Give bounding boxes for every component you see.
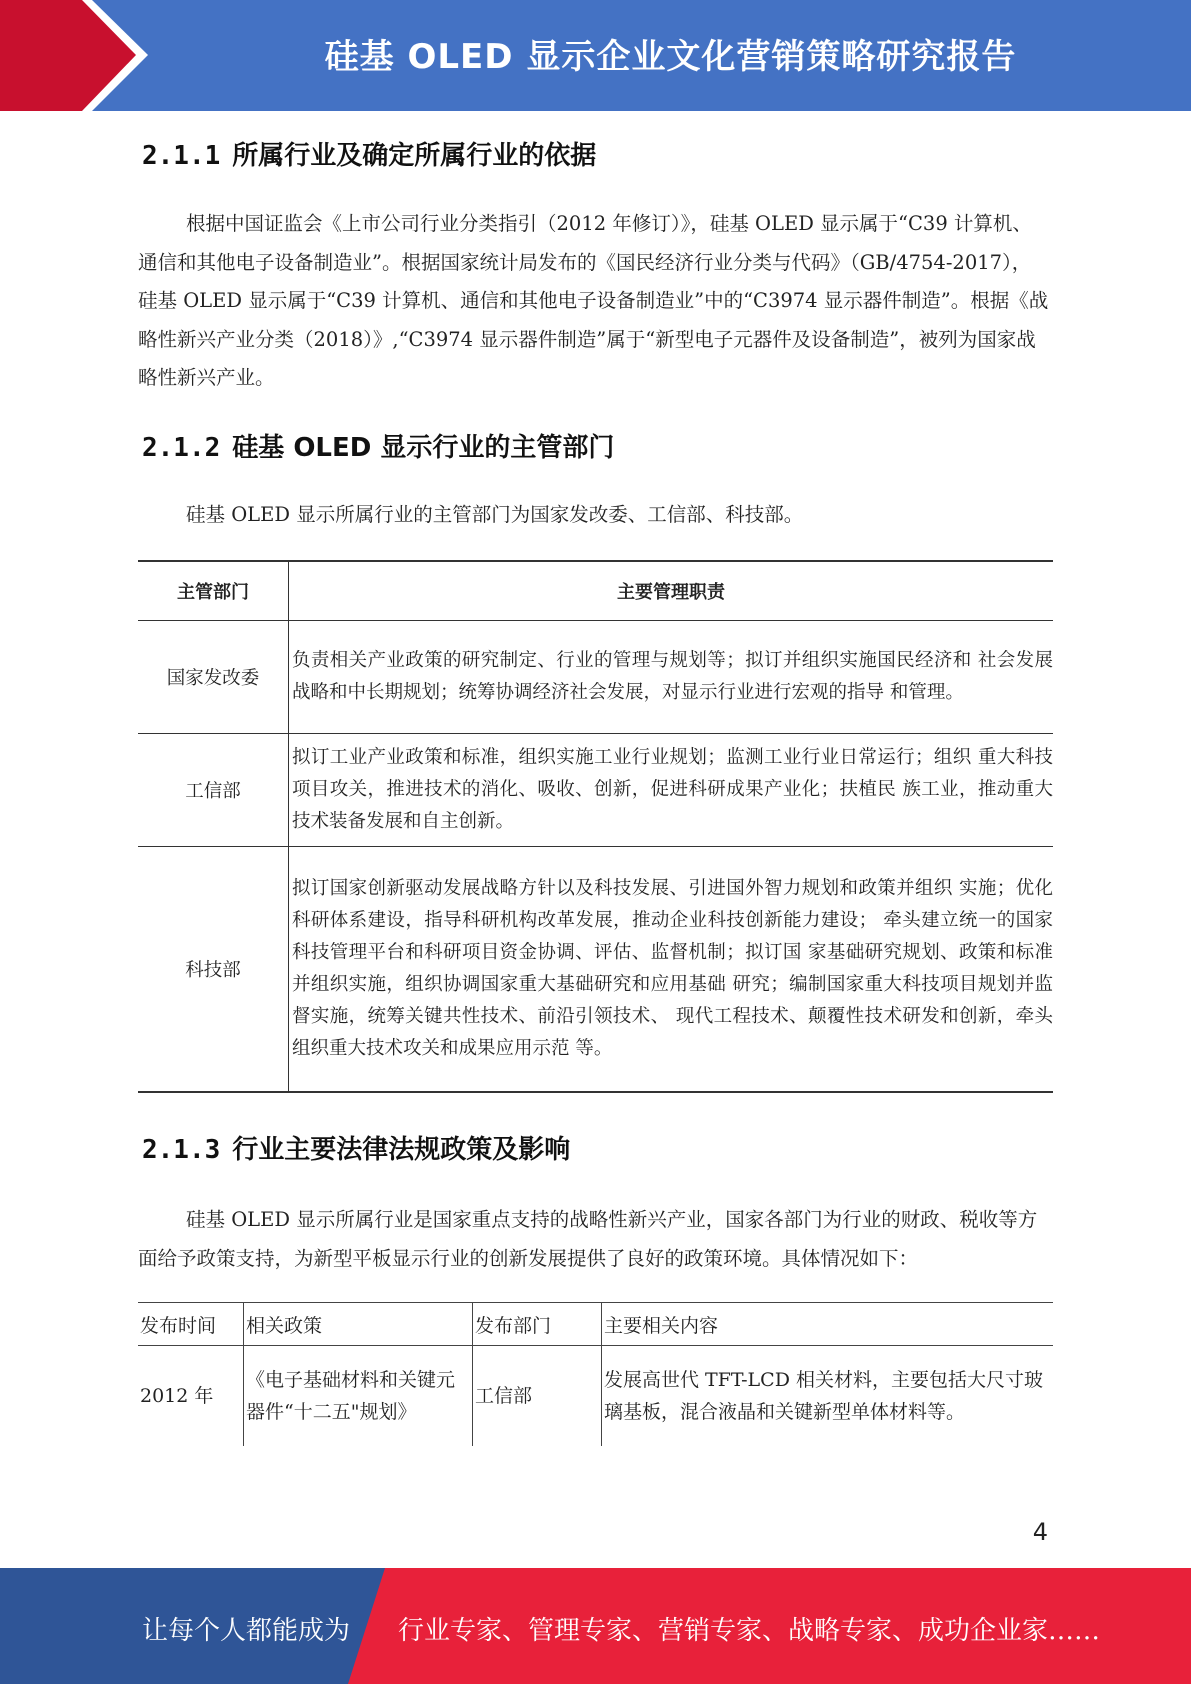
section-number: 2.1.2 <box>142 433 221 463</box>
section-title: 所属行业及确定所属行业的依据 <box>232 141 597 171</box>
table-header-row <box>138 1303 1053 1346</box>
report-title: 硅基 OLED 显示企业文化营销策略研究报告 <box>324 37 1017 77</box>
duty-cell: 拟订国家创新驱动发展战略方针以及科技发展、引进国外智力规划和政策并组织 实施；优化科研体系建设，指导科研机构改革发展，推动企业科技创新能力建设； 牵头建立统一的国家科技管理平台和科研项目资金协调、评估、监督机制；拟订国 家基础研究规划、政策和标准并组织实施，组织协调国家重大基础研究和应用基础 研究；编制国家重大科技项目规划并监督实施，统筹关键共性技术、前沿引领技术、 现代工程技术、颠覆性技术研发和创新，牵头组织重大技术攻关和成果应用示范 等。 <box>292 878 1053 1059</box>
table-row <box>138 847 1053 1093</box>
section-paragraph-2-1-2: 硅基 OLED 显示所属行业的主管部门为国家发改委、工信部、科技部。 <box>186 503 804 526</box>
footer-slogan-left: 让每个人都能成为 <box>142 1616 351 1646</box>
header-bar <box>0 0 1191 111</box>
table-row <box>138 621 1053 734</box>
dept-cell: 科技部 <box>138 847 289 1093</box>
header-red-arrow <box>0 0 160 111</box>
table-header-cell: 主要相关内容 <box>602 1303 1054 1346</box>
policy-name-cell: 《电子基础材料和关键元器件“十二五"规划》 <box>244 1346 473 1447</box>
footer-slogan-right: 行业专家、管理专家、营销专家、战略专家、成功企业家…… <box>398 1616 1101 1646</box>
dept-cell: 工信部 <box>138 734 289 847</box>
table-header-row <box>138 561 1053 621</box>
section-heading-2-1-2 <box>142 427 614 464</box>
department-table <box>138 560 1053 1093</box>
section-number: 2.1.3 <box>142 1135 221 1165</box>
page-number: 4 <box>1032 1518 1048 1546</box>
table-header-cell: 发布时间 <box>138 1303 244 1346</box>
table-header-cell: 主要管理职责 <box>617 582 725 603</box>
table-header-cell: 发布部门 <box>473 1303 602 1346</box>
table-row <box>138 734 1053 847</box>
policy-table <box>138 1302 1053 1446</box>
section-paragraph-2-1-1: 根据中国证监会《上市公司行业分类指引（2012 年修订）》，硅基 OLED 显示属于“C39 计算机、通信和其他电子设备制造业”。根据国家统计局发布的《国民经济行业分类与代码》（GB/4754-2017）， 硅基 OLED 显示属于“C39 计算机、通信和其他电子设备制造业”中的“C3974 显示器件制造”。根据《战略性新兴产业分类（2018）》,“C3974 显示器件制造”属于“新型电子元器件及设备制造”，被列为国家战略性新兴产业。 <box>138 212 1049 389</box>
policy-dept-cell: 工信部 <box>473 1346 602 1447</box>
table-header-cell: 主管部门 <box>138 561 289 621</box>
section-heading-2-1-3 <box>142 1129 570 1166</box>
section-title: 行业主要法律法规政策及影响 <box>232 1135 571 1165</box>
section-number: 2.1.1 <box>142 141 221 171</box>
policy-content-cell: 发展高世代 TFT-LCD 相关材料，主要包括大尺寸玻璃基板，混合液晶和关键新型单体材料等。 <box>604 1369 1043 1423</box>
duty-cell: 负责相关产业政策的研究制定、行业的管理与规划等；拟订并组织实施国民经济和 社会发展战略和中长期规划；统筹协调经济社会发展，对显示行业进行宏观的指导 和管理。 <box>292 650 1053 703</box>
table-header-cell: 相关政策 <box>244 1303 473 1346</box>
section-title: 硅基 OLED 显示行业的主管部门 <box>232 433 615 463</box>
table-row <box>138 1346 1053 1447</box>
dept-cell: 国家发改委 <box>138 621 289 734</box>
duty-cell: 拟订工业产业政策和标准，组织实施工业行业规划；监测工业行业日常运行；组织 重大科技项目攻关，推进技术的消化、吸收、创新，促进科研成果产业化；扶植民 族工业，推动重大技术装备发展和自主创新。 <box>292 747 1053 832</box>
policy-time-cell: 2012 年 <box>138 1346 244 1447</box>
section-paragraph-2-1-3: 硅基 OLED 显示所属行业是国家重点支持的战略性新兴产业，国家各部门为行业的财政、税收等方面给予政策支持，为新型平板显示行业的创新发展提供了良好的政策环境。具体情况如下： <box>138 1208 1038 1270</box>
section-heading-2-1-1 <box>142 135 596 172</box>
